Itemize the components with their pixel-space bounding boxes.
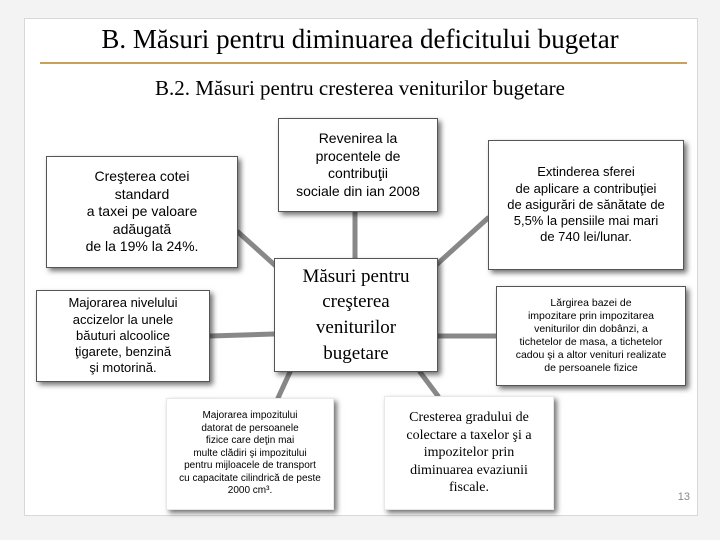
connector-left: [210, 334, 274, 336]
node-majorare-accize: Majorarea nivelului accizelor la unele băuturi alcoolice ţigarete, benzină şi motorină.: [36, 290, 210, 382]
node-crestere-tva: Creşterea cotei standard a taxei pe valoare adăugată de la 19% la 24%.: [46, 156, 238, 268]
page-number: 13: [677, 491, 690, 503]
node-largirea-bazei: Lărgirea bazei de impozitare prin impozitarea veniturilor din dobânzi, a tichetelor de masa, a tichetelor cadou şi a altor venituri realizate de persoanele fizice: [496, 286, 686, 386]
node-crestere-colectare: Cresterea gradului de colectare a taxelor şi a impozitelor prin diminuarea evaziunii fiscale.: [384, 396, 554, 510]
connector-upper-left: [238, 232, 278, 268]
page-title: B. Măsuri pentru diminuarea deficitului bugetar: [101, 24, 619, 54]
node-center-masuri: Măsuri pentru creşterea veniturilor bugetare: [274, 258, 438, 372]
connector-upper-right: [435, 218, 488, 266]
connector-lower-left: [278, 372, 290, 398]
connector-lower-right: [420, 372, 438, 396]
node-revenire-contributii: Revenirea la procentele de contribuţii sociale din ian 2008: [278, 118, 438, 212]
node-extindere-contributie: Extinderea sferei de aplicare a contribuţiei de asigurări de sănătate de 5,5% la pensiile mai mari de 740 lei/lunar.: [488, 140, 684, 270]
page-subtitle: B.2. Măsuri pentru cresterea veniturilor bugetare: [155, 76, 565, 100]
node-majorare-impozit: Majorarea impozitului datorat de persoanele fizice care deţin mai multe clădiri şi impozitului pentru mijloacele de transport cu capacitate cilindrică de peste 2000 cm³.: [166, 398, 334, 510]
